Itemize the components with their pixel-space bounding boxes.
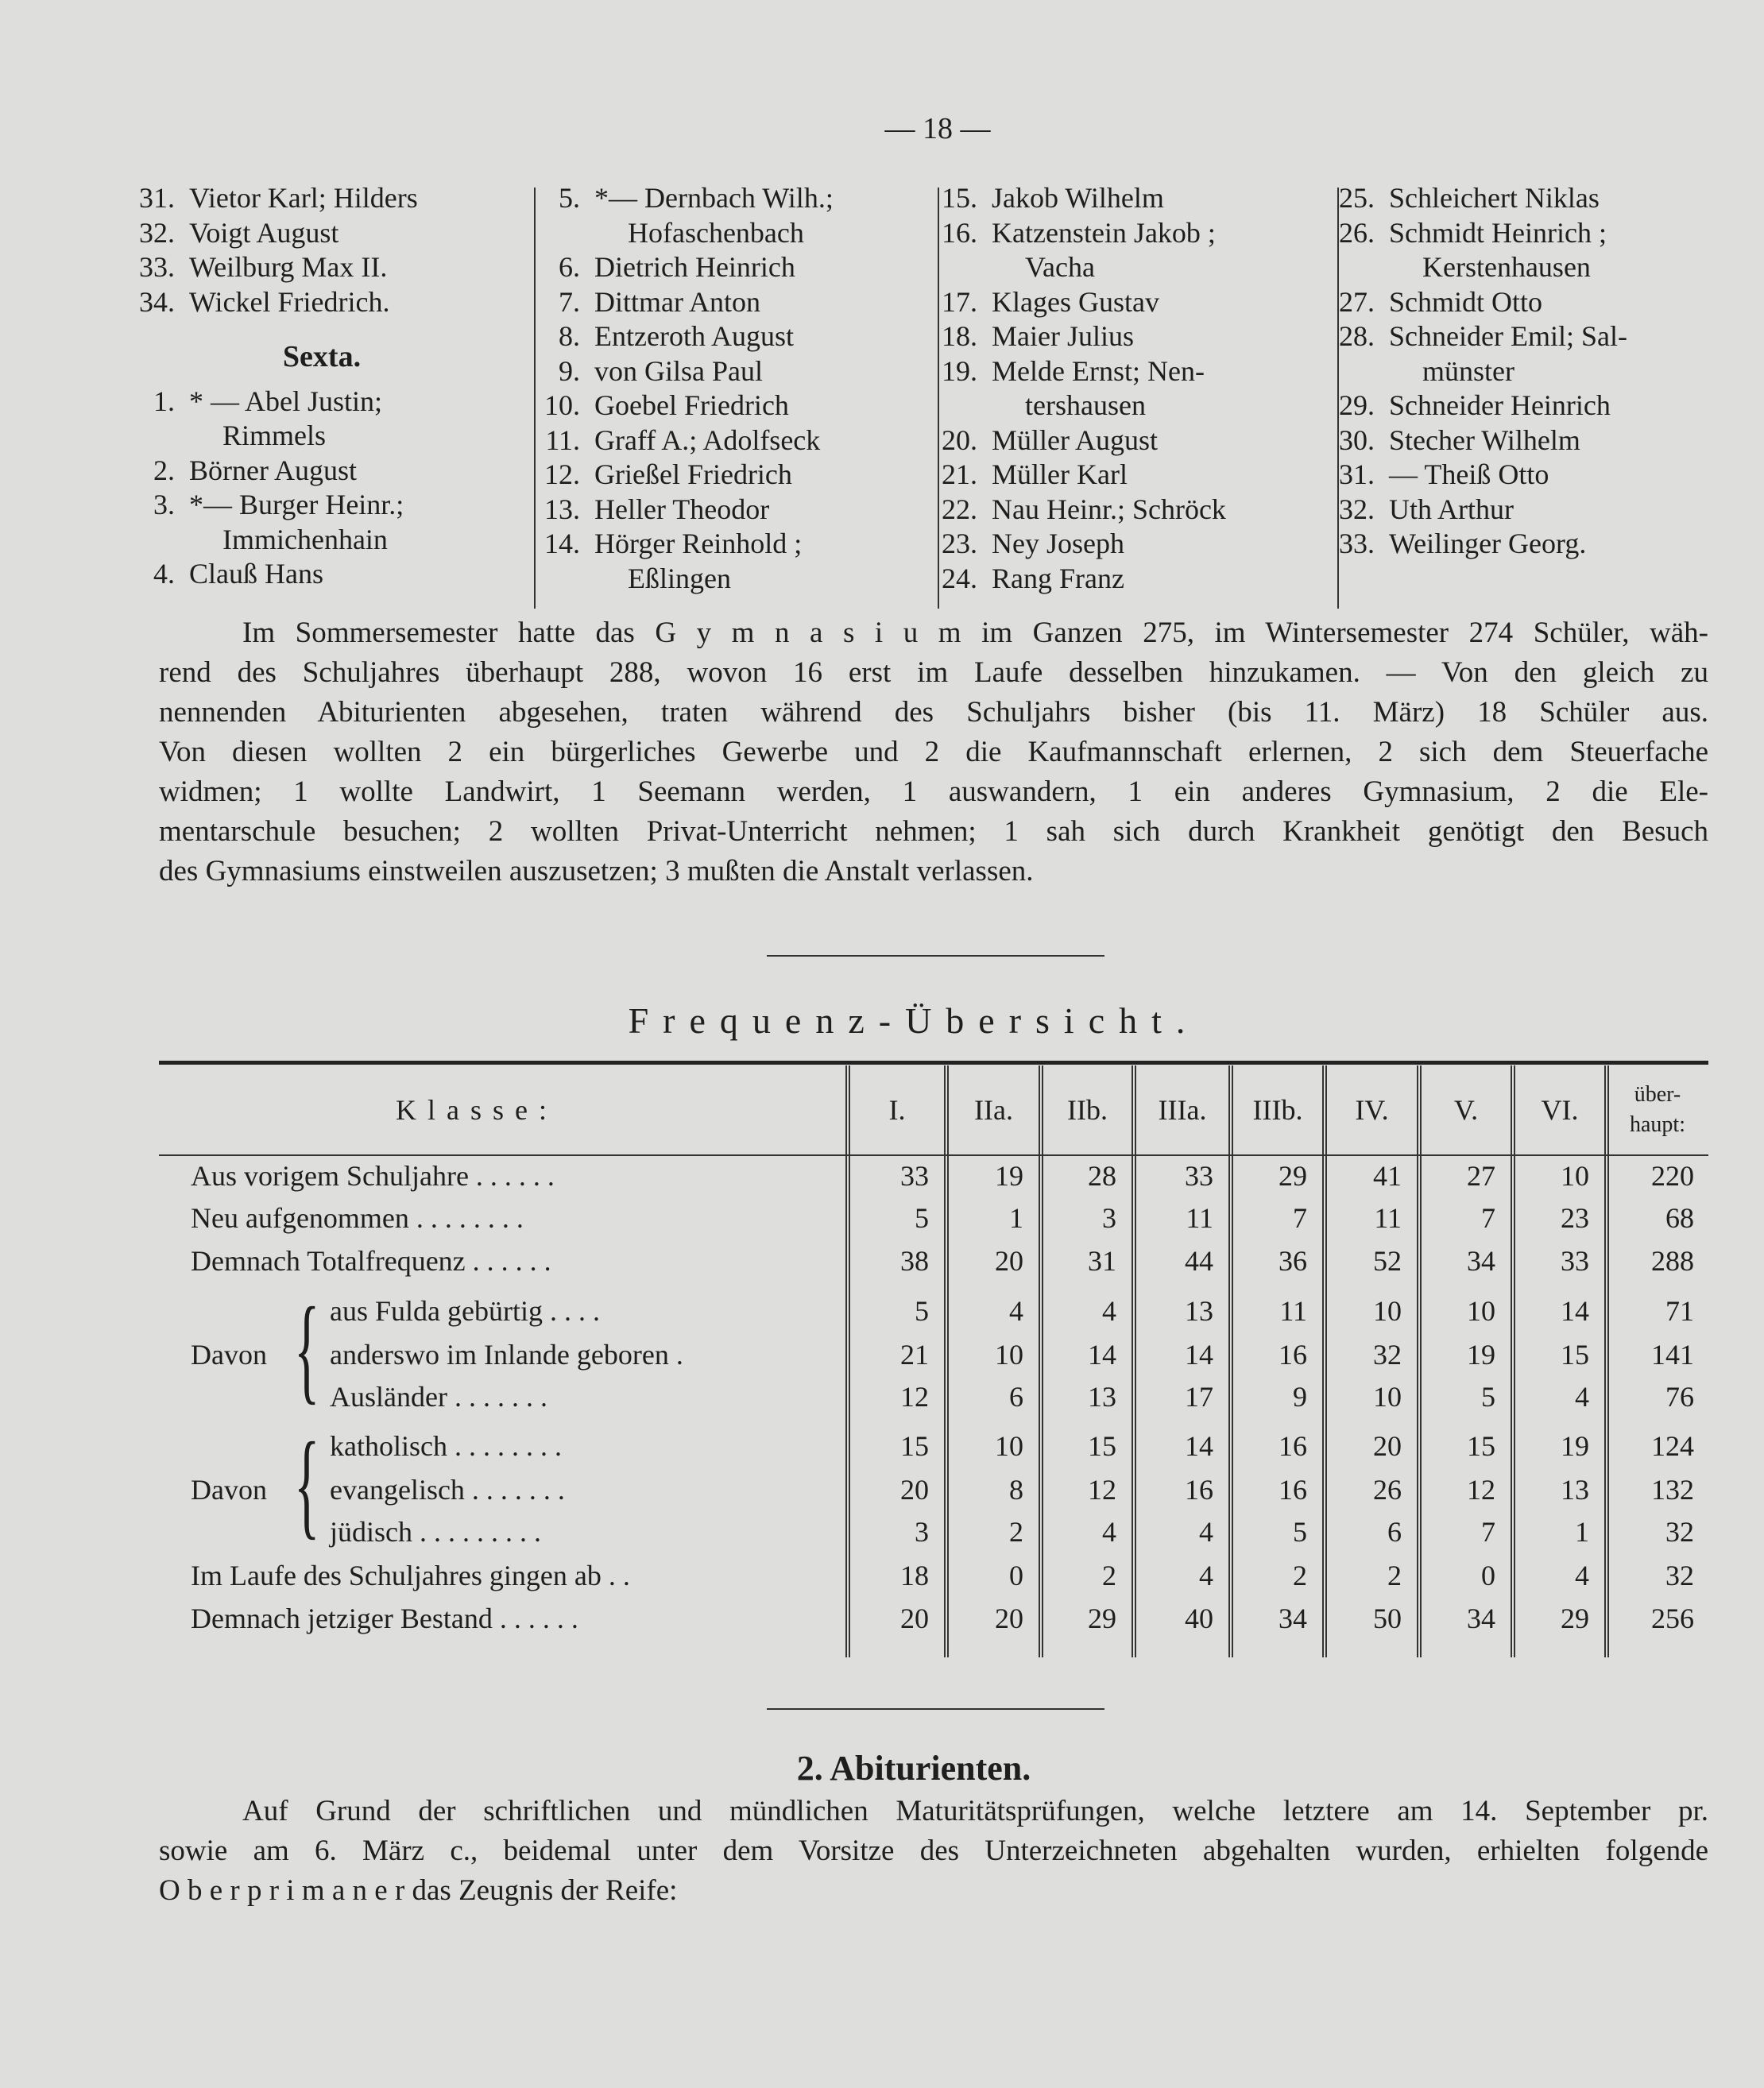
header-class-V: V. xyxy=(1453,1094,1479,1126)
table-cell: 4 xyxy=(1009,1295,1023,1327)
table-cell: 17 xyxy=(1185,1381,1213,1413)
list-item xyxy=(119,216,524,251)
list-item xyxy=(922,319,1327,354)
item-number: 24. xyxy=(942,562,977,594)
name-list-column-4 xyxy=(1319,181,1748,562)
item-number: 1. xyxy=(153,385,175,417)
table-cell-total: 71 xyxy=(1665,1295,1694,1327)
table-cell-total: 220 xyxy=(1651,1160,1694,1192)
row-label: jüdisch . . . . . . . . . xyxy=(330,1516,541,1548)
item-number: 4. xyxy=(153,558,175,590)
student-name: Heller Theodor xyxy=(594,493,770,525)
table-cell: 44 xyxy=(1185,1245,1213,1277)
list-item xyxy=(1319,181,1748,216)
row-label: anderswo im Inlande geboren . xyxy=(330,1339,683,1371)
table-cell: 31 xyxy=(1088,1245,1116,1277)
header-class-IV: IV. xyxy=(1355,1094,1389,1126)
table-cell-total: 141 xyxy=(1651,1339,1694,1371)
table-cell: 4 xyxy=(1199,1516,1213,1548)
item-number: 12. xyxy=(544,458,580,490)
list-item xyxy=(524,458,930,493)
table-cell: 5 xyxy=(915,1295,929,1327)
student-name: Dittmar Anton xyxy=(594,285,760,318)
table-cell: 14 xyxy=(1185,1430,1213,1462)
student-hometown: Kerstenhausen xyxy=(1422,251,1591,283)
table-cell-total: 32 xyxy=(1665,1560,1694,1591)
table-cell: 20 xyxy=(995,1603,1023,1634)
student-name: Uth Arthur xyxy=(1389,493,1514,525)
item-number: 16. xyxy=(942,216,977,249)
enrollment-paragraph xyxy=(159,613,1708,891)
brace-icon: { xyxy=(294,1283,320,1415)
list-item xyxy=(119,557,524,592)
student-name: Dietrich Heinrich xyxy=(594,251,795,283)
item-number: 3. xyxy=(153,489,175,520)
table-cell: 7 xyxy=(1293,1202,1307,1234)
item-number: 8. xyxy=(559,320,580,352)
student-name: * — Abel Justin; xyxy=(189,385,383,417)
table-cell: 7 xyxy=(1481,1202,1495,1234)
table-cell: 20 xyxy=(900,1603,929,1634)
table-cell: 0 xyxy=(1481,1560,1495,1591)
list-item xyxy=(119,454,524,489)
text-line: mentarschule besuchen; 2 wollten Privat-Unterricht nehmen; 1 sah sich durch Krankheit genötigt den Besuch xyxy=(159,815,1708,848)
table-top-rule xyxy=(159,1061,1708,1065)
student-name: Jakob Wilhelm xyxy=(992,182,1164,214)
group-label: Davon xyxy=(191,1474,267,1506)
student-name: Voigt August xyxy=(189,216,339,249)
header-class-IIa: IIa. xyxy=(974,1094,1013,1126)
table-cell: 18 xyxy=(900,1560,929,1591)
group-label: Davon xyxy=(191,1339,267,1371)
table-cell: 4 xyxy=(1575,1560,1589,1591)
text-line: Auf Grund der schriftlichen und mündlichen Maturitätsprüfungen, welche letztere am 14. September pr. xyxy=(242,1795,1708,1827)
item-number: 11. xyxy=(545,423,580,456)
item-number: 5. xyxy=(559,182,580,214)
list-item xyxy=(1319,458,1748,493)
table-cell: 10 xyxy=(995,1430,1023,1462)
table-cell: 14 xyxy=(1561,1295,1589,1327)
table-cell: 34 xyxy=(1279,1603,1307,1634)
student-name: Grießel Friedrich xyxy=(594,458,792,490)
header-class-IIb: IIb. xyxy=(1067,1094,1108,1126)
list-item xyxy=(1319,389,1748,423)
header-total xyxy=(1607,1065,1708,1154)
text-line: Im Sommersemester hatte das G y m n a s i u m im Ganzen 275, im Wintersemester 274 Schüler, wäh- xyxy=(242,617,1708,649)
table-cell: 26 xyxy=(1373,1474,1402,1506)
item-number: 6. xyxy=(559,251,580,283)
list-item xyxy=(1319,493,1748,528)
table-cell: 34 xyxy=(1467,1603,1495,1634)
list-item xyxy=(524,319,930,354)
table-cell: 12 xyxy=(1467,1474,1495,1506)
table-cell: 15 xyxy=(1467,1430,1495,1462)
item-number: 10. xyxy=(544,389,580,421)
list-item xyxy=(922,562,1327,597)
item-number: 27. xyxy=(1339,285,1375,318)
student-name: Weilinger Georg. xyxy=(1389,528,1587,559)
item-number: 31. xyxy=(1339,458,1375,490)
item-number: 14. xyxy=(544,528,580,559)
student-name: von Gilsa Paul xyxy=(594,354,763,387)
table-cell: 15 xyxy=(900,1430,929,1462)
header-class-IIIb: IIIb. xyxy=(1252,1094,1303,1126)
table-cell: 4 xyxy=(1575,1381,1589,1413)
list-item xyxy=(1319,527,1748,562)
student-hometown: Vacha xyxy=(1025,251,1095,283)
item-number: 7. xyxy=(559,285,580,318)
brace-icon: { xyxy=(294,1418,320,1550)
list-section-heading: Sexta. xyxy=(282,340,362,373)
table-cell: 12 xyxy=(1088,1474,1116,1506)
row-label: Demnach Totalfrequenz . . . . . . xyxy=(191,1245,551,1277)
row-label: Neu aufgenommen . . . . . . . . xyxy=(191,1202,524,1234)
text-line: rend des Schuljahres überhaupt 288, wovon 16 erst im Laufe desselben hinzukamen. — Von den gleich zu xyxy=(159,656,1708,689)
abiturienten-paragraph xyxy=(159,1792,1708,1927)
student-name: Schmidt Otto xyxy=(1389,285,1543,318)
list-item xyxy=(922,423,1327,458)
text-line: O b e r p r i m a n e r das Zeugnis der Reife: xyxy=(159,1874,678,1907)
table-cell: 52 xyxy=(1373,1245,1402,1277)
header-class-IIIa: IIIa. xyxy=(1158,1094,1207,1126)
item-number: 19. xyxy=(942,354,977,387)
student-name: Nau Heinr.; Schröck xyxy=(992,493,1226,525)
name-list-column-2 xyxy=(524,181,930,596)
table-cell: 5 xyxy=(915,1202,929,1234)
table-cell-total: 32 xyxy=(1665,1516,1694,1548)
table-cell: 5 xyxy=(1481,1381,1495,1413)
table-cell: 1 xyxy=(1575,1516,1589,1548)
table-cell: 23 xyxy=(1561,1202,1589,1234)
item-number: 15. xyxy=(942,182,977,214)
list-item xyxy=(922,458,1327,493)
row-label: Ausländer . . . . . . . xyxy=(330,1381,547,1413)
list-item xyxy=(119,285,524,320)
header-class-I: I. xyxy=(888,1094,906,1126)
student-name: Goebel Friedrich xyxy=(594,389,789,421)
student-name: Vietor Karl; Hilders xyxy=(189,182,418,214)
table-cell: 2 xyxy=(1009,1516,1023,1548)
table-cell-total: 76 xyxy=(1665,1381,1694,1413)
list-item xyxy=(524,389,930,423)
header-class-VI: VI. xyxy=(1541,1094,1579,1126)
list-item xyxy=(922,216,1327,251)
student-hometown: Rimmels xyxy=(222,420,327,451)
table-cell: 12 xyxy=(900,1381,929,1413)
table-cell: 16 xyxy=(1185,1474,1213,1506)
table-cell: 41 xyxy=(1373,1160,1402,1192)
student-name: Schneider Emil; Sal- xyxy=(1389,320,1627,352)
student-name: Ney Joseph xyxy=(992,528,1124,559)
table-cell: 33 xyxy=(1185,1160,1213,1192)
item-number: 25. xyxy=(1339,182,1375,214)
text-line: sowie am 6. März c., beidemal unter dem Vorsitze des Unterzeichneten abgehalten wurden, erhielten folgende xyxy=(159,1835,1708,1867)
item-number: 34. xyxy=(139,285,175,318)
item-number: 13. xyxy=(544,493,580,525)
list-item xyxy=(922,181,1327,216)
table-cell: 9 xyxy=(1293,1381,1307,1413)
text-line: widmen; 1 wollte Landwirt, 1 Seemann werden, 1 auswandern, 1 ein anderes Gymnasium, 2 die Ele- xyxy=(159,775,1708,808)
table-cell: 19 xyxy=(1561,1430,1589,1462)
table-cell: 50 xyxy=(1373,1603,1402,1634)
student-name: — Theiß Otto xyxy=(1389,458,1549,490)
list-item xyxy=(524,423,930,458)
student-name: Müller August xyxy=(992,423,1159,456)
list-item xyxy=(524,493,930,528)
separator-rule xyxy=(767,955,1104,957)
table-cell: 19 xyxy=(1467,1339,1495,1371)
list-item xyxy=(119,385,524,420)
student-hometown: tershausen xyxy=(1025,389,1146,421)
table-cell: 2 xyxy=(1387,1560,1402,1591)
table-cell: 10 xyxy=(1373,1295,1402,1327)
table-cell: 6 xyxy=(1387,1516,1402,1548)
item-number: 29. xyxy=(1339,389,1375,421)
item-number: 20. xyxy=(942,423,977,456)
item-number: 33. xyxy=(139,251,175,283)
list-item xyxy=(1319,319,1748,354)
table-cell: 40 xyxy=(1185,1603,1213,1634)
table-cell: 29 xyxy=(1561,1603,1589,1634)
list-item xyxy=(119,488,524,523)
table-cell: 13 xyxy=(1185,1295,1213,1327)
list-item xyxy=(922,285,1327,320)
table-cell: 21 xyxy=(900,1339,929,1371)
table-cell: 33 xyxy=(900,1160,929,1192)
table-cell: 4 xyxy=(1199,1560,1213,1591)
item-number: 30. xyxy=(1339,423,1375,456)
list-item xyxy=(119,181,524,216)
table-cell: 34 xyxy=(1467,1245,1495,1277)
item-number: 28. xyxy=(1339,320,1375,352)
table-cell: 15 xyxy=(1561,1339,1589,1371)
table-cell-total: 68 xyxy=(1665,1202,1694,1234)
table-cell: 10 xyxy=(995,1339,1023,1371)
list-item xyxy=(524,181,930,216)
table-cell: 16 xyxy=(1279,1430,1307,1462)
name-list-column-1 xyxy=(119,181,524,592)
table-cell: 5 xyxy=(1293,1516,1307,1548)
list-item xyxy=(1319,216,1748,251)
table-cell: 4 xyxy=(1102,1295,1116,1327)
table-cell-total: 256 xyxy=(1651,1603,1694,1634)
table-cell: 2 xyxy=(1293,1560,1307,1591)
table-cell: 29 xyxy=(1279,1160,1307,1192)
item-number: 32. xyxy=(1339,493,1375,525)
table-cell: 20 xyxy=(1373,1430,1402,1462)
item-number: 21. xyxy=(942,458,977,490)
student-hometown: Hofaschenbach xyxy=(628,216,804,249)
table-cell: 13 xyxy=(1088,1381,1116,1413)
row-label: aus Fulda gebürtig . . . . xyxy=(330,1295,600,1327)
separator-rule xyxy=(767,1708,1104,1710)
table-cell: 10 xyxy=(1561,1160,1589,1192)
table-cell: 38 xyxy=(900,1245,929,1277)
item-number: 32. xyxy=(139,216,175,249)
row-label: Aus vorigem Schuljahre . . . . . . xyxy=(191,1160,555,1192)
header-total-line: über- xyxy=(1634,1082,1681,1107)
student-name: Schneider Heinrich xyxy=(1389,389,1611,421)
table-cell: 16 xyxy=(1279,1474,1307,1506)
table-cell: 33 xyxy=(1561,1245,1589,1277)
student-name: Schleichert Niklas xyxy=(1389,182,1600,214)
student-name: Hörger Reinhold ; xyxy=(594,528,803,559)
list-item xyxy=(524,285,930,320)
table-cell-total: 124 xyxy=(1651,1430,1694,1462)
item-number: 31. xyxy=(139,182,175,214)
header-total-line: haupt: xyxy=(1630,1112,1685,1137)
table-cell: 11 xyxy=(1279,1295,1307,1327)
table-cell: 20 xyxy=(995,1245,1023,1277)
table-cell-total: 288 xyxy=(1651,1245,1694,1277)
text-line: Von diesen wollten 2 ein bürgerliches Gewerbe und 2 die Kaufmannschaft erlernen, 2 sich dem Steuerfache xyxy=(159,736,1708,768)
student-name: Rang Franz xyxy=(992,562,1124,594)
list-item xyxy=(1319,285,1748,320)
row-label: Demnach jetziger Bestand . . . . . . xyxy=(191,1603,578,1634)
item-number: 2. xyxy=(153,454,175,486)
item-number: 23. xyxy=(942,528,977,559)
table-cell: 6 xyxy=(1009,1381,1023,1413)
student-name: Börner August xyxy=(189,454,357,486)
list-item xyxy=(524,527,930,562)
table-cell: 11 xyxy=(1186,1202,1213,1234)
table-cell: 29 xyxy=(1088,1603,1116,1634)
item-number: 33. xyxy=(1339,528,1375,559)
table-cell: 32 xyxy=(1373,1339,1402,1371)
table-cell: 3 xyxy=(1102,1202,1116,1234)
table-cell: 14 xyxy=(1088,1339,1116,1371)
table-cell: 2 xyxy=(1102,1560,1116,1591)
item-number: 18. xyxy=(942,320,977,352)
student-name: *— Burger Heinr.; xyxy=(189,489,404,520)
student-hometown: Eßlingen xyxy=(628,562,731,594)
item-number: 17. xyxy=(942,285,977,318)
text-line: nennenden Abiturienten abgesehen, traten während des Schuljahrs bisher (bis 11. März) 18 Schüler aus. xyxy=(159,696,1708,729)
item-number: 22. xyxy=(942,493,977,525)
list-item xyxy=(524,354,930,389)
item-number: 9. xyxy=(559,354,580,387)
student-name: Stecher Wilhelm xyxy=(1389,423,1580,456)
table-cell: 14 xyxy=(1185,1339,1213,1371)
table-cell: 11 xyxy=(1374,1202,1402,1234)
page-number: — 18 — xyxy=(884,112,991,145)
student-name: Müller Karl xyxy=(992,458,1128,490)
list-item xyxy=(1319,423,1748,458)
student-name: Melde Ernst; Nen- xyxy=(992,354,1205,387)
student-hometown: münster xyxy=(1422,354,1514,387)
student-name: Clauß Hans xyxy=(189,558,323,590)
table-cell: 16 xyxy=(1279,1339,1307,1371)
header-klasse: Klasse: xyxy=(396,1094,558,1126)
table-cell: 19 xyxy=(995,1160,1023,1192)
student-name: Maier Julius xyxy=(992,320,1134,352)
list-item xyxy=(922,527,1327,562)
student-name: Graff A.; Adolfseck xyxy=(594,423,821,456)
row-label: Im Laufe des Schuljahres gingen ab . . xyxy=(191,1560,630,1591)
table-cell: 20 xyxy=(900,1474,929,1506)
list-item xyxy=(524,250,930,285)
text-line: des Gymnasiums einstweilen auszusetzen; 3 mußten die Anstalt verlassen. xyxy=(159,855,1034,887)
table-cell: 13 xyxy=(1561,1474,1589,1506)
list-item xyxy=(922,493,1327,528)
student-name: Wickel Friedrich. xyxy=(189,285,390,318)
table-cell: 8 xyxy=(1009,1474,1023,1506)
table-cell: 10 xyxy=(1467,1295,1495,1327)
student-name: *— Dernbach Wilh.; xyxy=(594,182,834,214)
frequency-table xyxy=(159,1061,1708,1665)
student-hometown: Immichenhain xyxy=(222,523,388,555)
table-cell: 7 xyxy=(1481,1516,1495,1548)
section-title-abiturienten: 2. Abiturienten. xyxy=(796,1749,1031,1788)
table-cell: 36 xyxy=(1279,1245,1307,1277)
table-cell: 15 xyxy=(1088,1430,1116,1462)
row-label: evangelisch . . . . . . . xyxy=(330,1474,565,1506)
table-cell: 4 xyxy=(1102,1516,1116,1548)
student-name: Schmidt Heinrich ; xyxy=(1389,216,1607,249)
table-cell-total: 132 xyxy=(1651,1474,1694,1506)
table-cell: 1 xyxy=(1009,1202,1023,1234)
list-item xyxy=(922,354,1327,389)
name-list-column-3 xyxy=(922,181,1327,596)
student-name: Katzenstein Jakob ; xyxy=(992,216,1216,249)
row-label: katholisch . . . . . . . . xyxy=(330,1430,562,1462)
student-name: Weilburg Max II. xyxy=(189,251,388,283)
student-name: Entzeroth August xyxy=(594,320,794,352)
frequency-title: Frequenz-Übersicht. xyxy=(628,1000,1200,1041)
item-number: 26. xyxy=(1339,216,1375,249)
table-cell: 0 xyxy=(1009,1560,1023,1591)
table-cell: 27 xyxy=(1467,1160,1495,1192)
table-cell: 10 xyxy=(1373,1381,1402,1413)
list-item xyxy=(119,250,524,285)
student-name: Klages Gustav xyxy=(992,285,1159,318)
table-cell: 28 xyxy=(1088,1160,1116,1192)
table-cell: 3 xyxy=(915,1516,929,1548)
